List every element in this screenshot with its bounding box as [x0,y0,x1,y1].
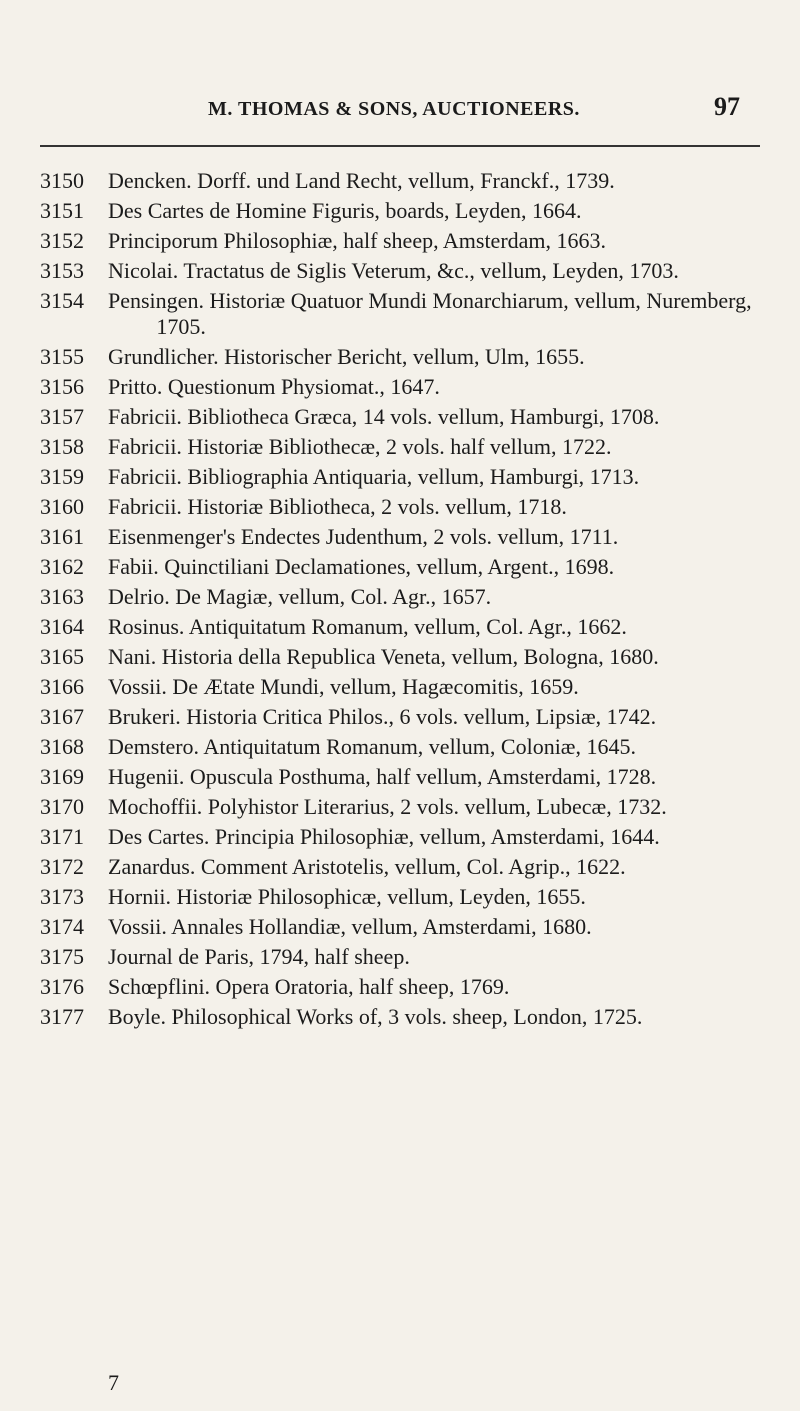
lot-entry [40,884,765,910]
lot-description: Brukeri. Historia Critica Philos., 6 vols. vellum, Lipsiæ, 1742. [108,704,657,729]
lot-entry [40,914,765,940]
lot-entry [40,734,765,760]
lot-number: 3157 [40,404,84,429]
lot-number: 3161 [40,524,84,549]
header-rule [40,145,760,147]
lot-description: Boyle. Philosophical Works of, 3 vols. sheep, London, 1725. [108,1004,643,1029]
lot-description: Fabricii. Historiæ Bibliothecæ, 2 vols. half vellum, 1722. [108,434,612,459]
lot-description: Grundlicher. Historischer Bericht, vellum, Ulm, 1655. [108,344,585,369]
lot-number: 3162 [40,554,84,579]
lot-description: Principorum Philosophiæ, half sheep, Amsterdam, 1663. [108,228,607,253]
lot-description: Des Cartes de Homine Figuris, boards, Leyden, 1664. [108,198,582,223]
lot-number: 3152 [40,228,84,253]
lot-number: 3177 [40,1004,84,1029]
lot-number: 3160 [40,494,84,519]
page-number: 97 [714,92,740,121]
lot-description: Dencken. Dorff. und Land Recht, vellum, Franckf., 1739. [108,168,615,193]
lot-entry [40,434,765,460]
lot-number: 3176 [40,974,84,999]
lot-number: 3154 [40,288,84,313]
lot-number: 3163 [40,584,84,609]
lot-entry [40,824,765,850]
lot-entry [40,374,765,400]
lot-number: 3150 [40,168,84,193]
lot-entry [40,404,765,430]
lot-description: Nicolai. Tractatus de Siglis Veterum, &c., vellum, Leyden, 1703. [108,258,679,283]
lot-number: 3174 [40,914,84,939]
lot-description: Fabricii. Bibliographia Antiquaria, vellum, Hamburgi, 1713. [108,464,640,489]
lot-entry [40,974,765,1000]
lot-entry [40,554,765,580]
lot-description: Hugenii. Opuscula Posthuma, half vellum, Amsterdami, 1728. [108,764,657,789]
lot-description: Pritto. Questionum Physiomat., 1647. [108,374,440,399]
lot-description: Nani. Historia della Republica Veneta, vellum, Bologna, 1680. [108,644,659,669]
lot-description: Mochoffii. Polyhistor Literarius, 2 vols. vellum, Lubecæ, 1732. [108,794,667,819]
lot-number: 3165 [40,644,84,669]
page-header [200,92,740,132]
lot-entry [40,854,765,880]
lot-number: 3158 [40,434,84,459]
lot-entry [40,584,765,610]
lot-number: 3171 [40,824,84,849]
lot-description: Rosinus. Antiquitatum Romanum, vellum, Col. Agr., 1662. [108,614,627,639]
lot-entry [40,674,765,700]
lot-entry [40,794,765,820]
lot-number: 3155 [40,344,84,369]
running-title: M. THOMAS & SONS, AUCTIONEERS. [208,98,580,120]
lot-description: Fabii. Quinctiliani Declamationes, vellum, Argent., 1698. [108,554,615,579]
lot-description: Fabricii. Historiæ Bibliotheca, 2 vols. vellum, 1718. [108,494,567,519]
lot-entry [40,288,765,340]
lot-number: 3159 [40,464,84,489]
lot-description: Delrio. De Magiæ, vellum, Col. Agr., 1657. [108,584,492,609]
lot-number: 3169 [40,764,84,789]
lot-entry [40,1004,765,1030]
lot-entry [40,228,765,254]
lot-entry [40,198,765,224]
lot-number: 3166 [40,674,84,699]
lot-description: Vossii. Annales Hollandiæ, vellum, Amsterdami, 1680. [108,914,592,939]
lot-description: Pensingen. Historiæ Quatuor Mundi Monarchiarum, vellum, Nuremberg, 1705. [108,288,752,339]
lot-entry [40,614,765,640]
lot-entry [40,944,765,970]
lot-number: 3153 [40,258,84,283]
lot-number: 3156 [40,374,84,399]
lot-description: Des Cartes. Principia Philosophiæ, vellum, Amsterdami, 1644. [108,824,660,849]
lot-number: 3151 [40,198,84,223]
lot-entry [40,704,765,730]
lot-number: 3167 [40,704,84,729]
lot-entry [40,168,765,194]
lot-number: 3172 [40,854,84,879]
lot-entry [40,464,765,490]
lot-description: Journal de Paris, 1794, half sheep. [108,944,410,969]
lot-list [40,168,765,1034]
lot-entry [40,258,765,284]
lot-number: 3168 [40,734,84,759]
lot-description: Vossii. De Ætate Mundi, vellum, Hagæcomitis, 1659. [108,674,579,699]
lot-description: Eisenmenger's Endectes Judenthum, 2 vols. vellum, 1711. [108,524,619,549]
lot-number: 3173 [40,884,84,909]
lot-description: Fabricii. Bibliotheca Græca, 14 vols. vellum, Hamburgi, 1708. [108,404,660,429]
lot-entry [40,344,765,370]
lot-entry [40,524,765,550]
lot-number: 3170 [40,794,84,819]
lot-description: Schœpflini. Opera Oratoria, half sheep, 1769. [108,974,510,999]
lot-number: 3175 [40,944,84,969]
lot-description: Demstero. Antiquitatum Romanum, vellum, Coloniæ, 1645. [108,734,636,759]
lot-entry [40,764,765,790]
lot-description: Zanardus. Comment Aristotelis, vellum, Col. Agrip., 1622. [108,854,626,879]
lot-entry [40,494,765,520]
lot-description: Hornii. Historiæ Philosophicæ, vellum, Leyden, 1655. [108,884,586,909]
lot-number: 3164 [40,614,84,639]
signature-mark: 7 [108,1370,119,1395]
lot-entry [40,644,765,670]
